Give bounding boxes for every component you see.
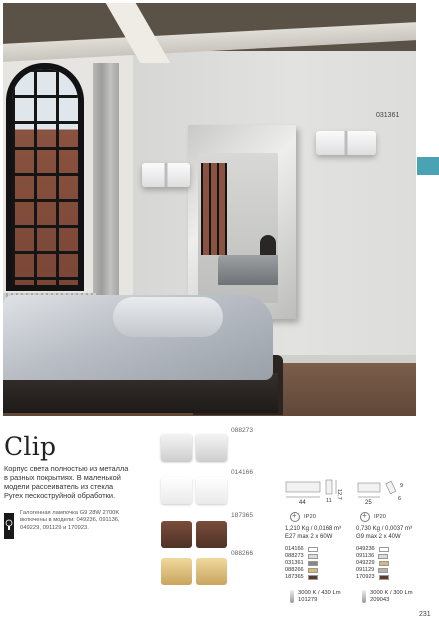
spec-drawing-small: [356, 478, 426, 515]
swatch-shade: [161, 521, 192, 548]
bed: [3, 295, 283, 415]
variant-codes: [356, 546, 389, 581]
variant-code: 088273: [285, 553, 304, 559]
variant-code: 170923: [356, 574, 375, 580]
bulb-icon: [4, 513, 14, 539]
swatch-white: [161, 477, 227, 504]
bulb-code: 209043: [370, 597, 390, 603]
socket-power: E27 max 2 x 60W: [285, 533, 333, 540]
protection-icon: [290, 512, 300, 522]
bulb-icon: [362, 590, 366, 603]
swatch-code: 088273: [231, 427, 254, 434]
wall-mirror: [188, 125, 296, 319]
section-tab-marker: [417, 157, 439, 175]
weight-volume: 1,210 Kg / 0,0168 m³: [285, 526, 342, 532]
mirror-reflection: [198, 153, 278, 303]
protection-row: [360, 512, 386, 522]
bulb-spec: 3000 K / 430 Lm: [298, 590, 341, 596]
swatch-white-glossy: [161, 434, 227, 461]
socket-power: G9 max 2 x 40W: [356, 533, 401, 540]
swatch-shade: [161, 558, 192, 585]
dimension-width: 44: [299, 500, 306, 506]
bulb-spec: 3000 K / 300 Lm: [370, 590, 413, 596]
baseboard: [263, 355, 416, 363]
swatch-shade: [161, 434, 192, 461]
swatch-shade: [196, 434, 227, 461]
wall-lamp-right: [316, 131, 376, 155]
variant-code: 091136: [356, 553, 375, 559]
swatch-code: 088266: [231, 550, 254, 557]
bulb-icon: [290, 590, 294, 603]
variant-code: 091129: [356, 567, 375, 573]
spec-text: [285, 526, 341, 541]
arched-window: [6, 63, 84, 291]
dimension-height: 9: [400, 483, 404, 489]
swatch-shade: [161, 477, 192, 504]
swatch-corten: [161, 521, 227, 548]
dimension-width: 25: [365, 500, 372, 506]
spec-text: [356, 526, 412, 541]
swatch-shade: [196, 521, 227, 548]
dimension-height: 12,7: [336, 489, 342, 500]
variant-code: 049229: [356, 560, 375, 566]
curtain: [93, 63, 119, 303]
protection-icon: [360, 512, 370, 522]
weight-volume: 0,730 Kg / 0,0037 m³: [356, 526, 413, 532]
swatch-gold: [161, 558, 227, 585]
swatch-shade: [196, 477, 227, 504]
variant-code: 187365: [285, 574, 304, 580]
dimension-depth: 11: [326, 498, 332, 504]
hero-photo: [3, 3, 416, 416]
page-number: 231: [419, 611, 431, 618]
swatch-code: 187365: [231, 512, 254, 519]
swatch-shade: [196, 558, 227, 585]
bulb-note: Галогенная лампочка G9 28W 2700K включены в модели: 049236, 091136, 049229, 091129 и 170923.: [20, 510, 120, 531]
product-description: Корпус света полностью из металла в разных покрытиях. В маленькой модели рассеиватель из стекла Pyrex пескоструйной обработки.: [4, 464, 129, 500]
bulb-code: 101279: [298, 597, 318, 603]
product-title: Clip: [4, 432, 57, 461]
swatch-code: 014166: [231, 469, 254, 476]
spec-drawing-large: [284, 478, 354, 515]
bulb-info: [362, 590, 413, 604]
dimension-drawing: [284, 478, 346, 510]
variant-code: 088266: [285, 567, 304, 573]
protection-row: [290, 512, 316, 522]
photo-product-code: 031361: [376, 112, 400, 119]
bulb-info: [290, 590, 341, 604]
dimension-depth: 6: [398, 496, 402, 502]
dimension-drawing: [356, 478, 418, 510]
variant-code: 049236: [356, 546, 375, 552]
ip-rating: IP20: [374, 514, 386, 520]
variant-code: 031361: [285, 560, 304, 566]
variant-codes: [285, 546, 318, 581]
variant-code: 014166: [285, 546, 304, 552]
ip-rating: IP20: [304, 514, 316, 520]
wall-lamp-left: [142, 163, 190, 187]
